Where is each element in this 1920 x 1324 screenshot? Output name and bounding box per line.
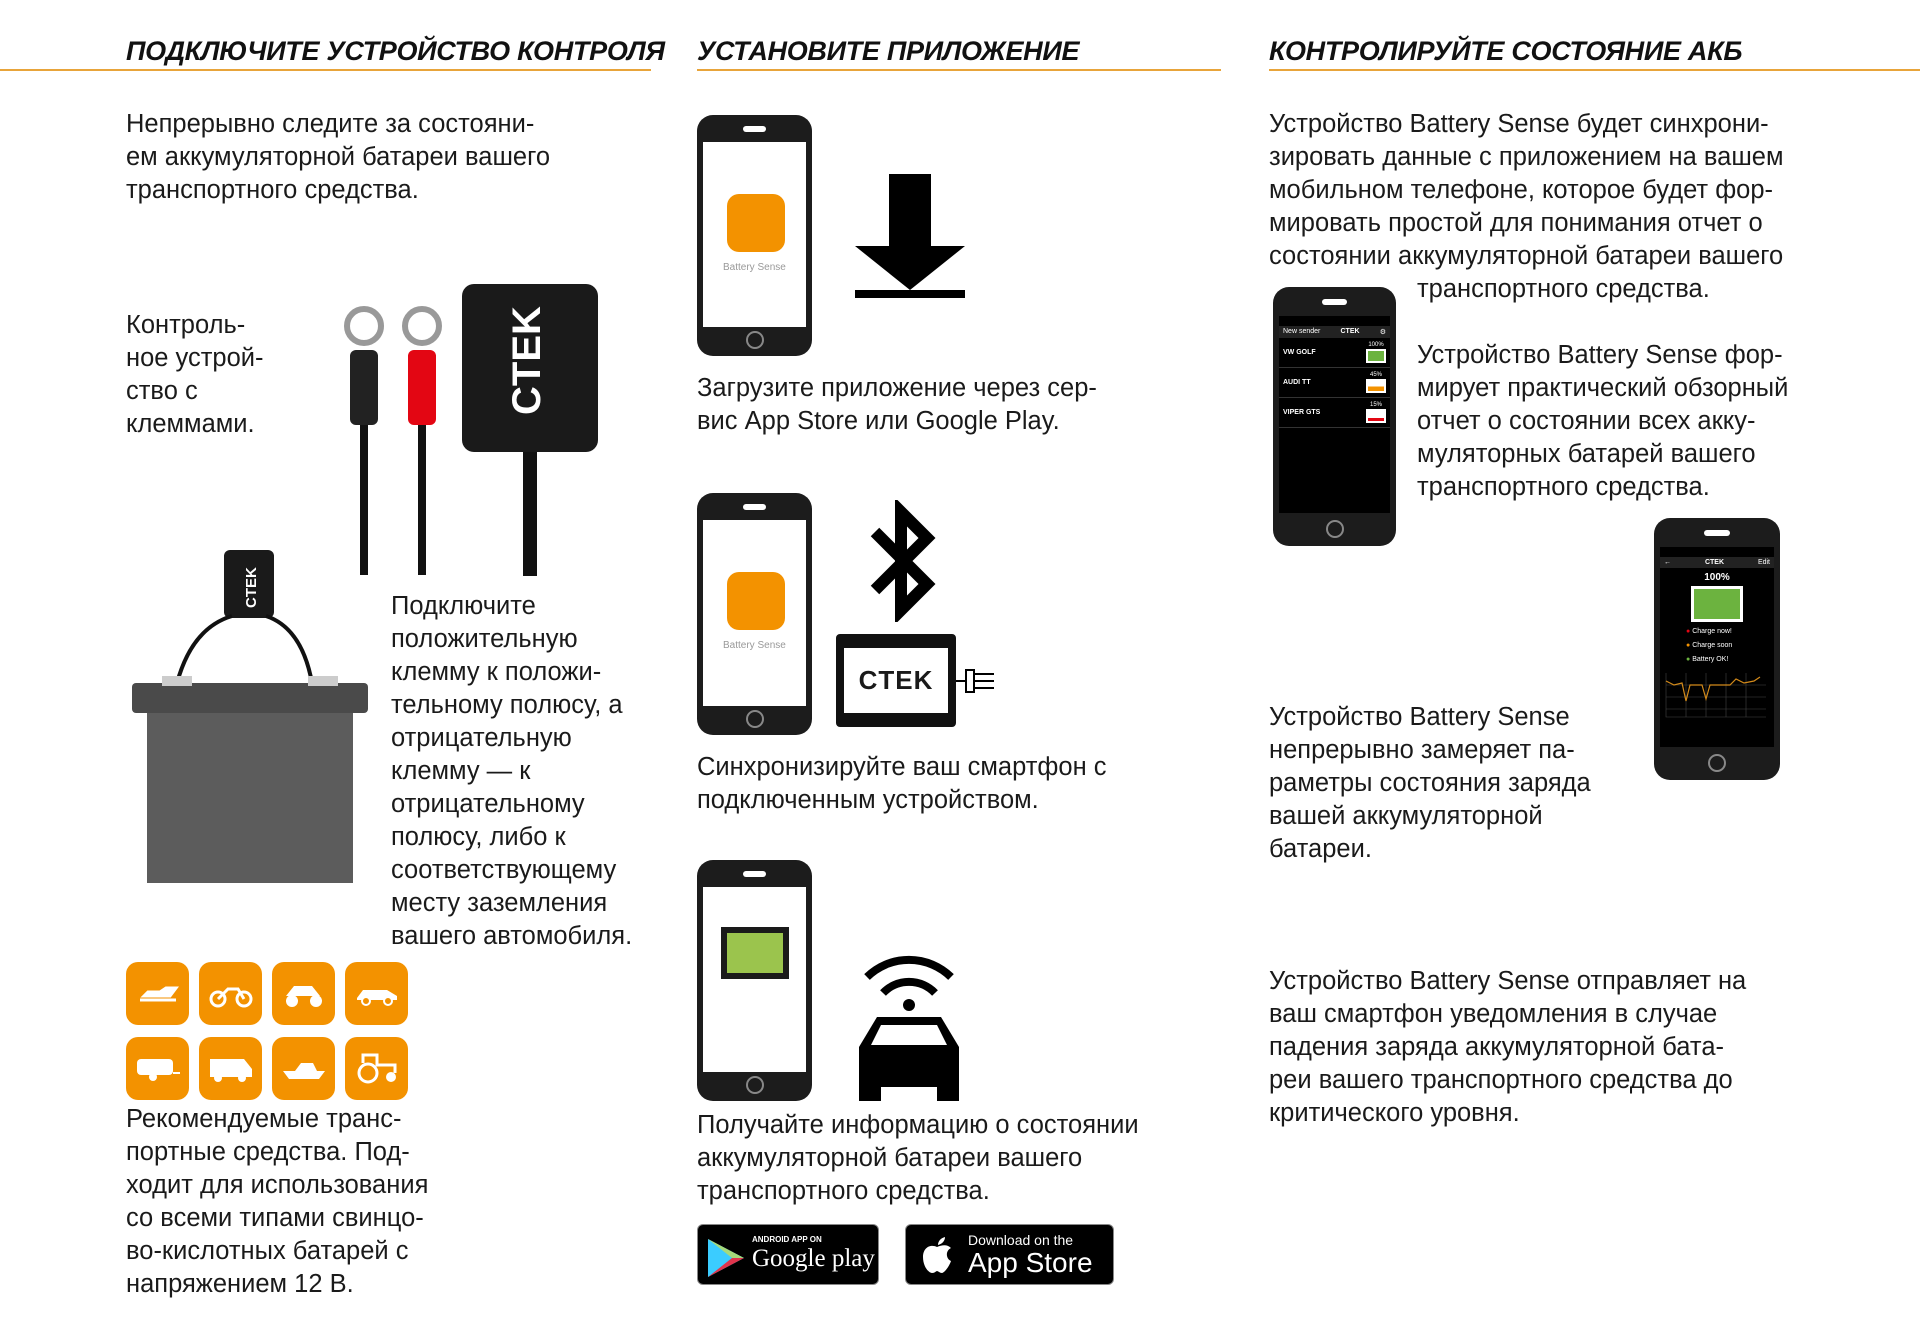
battery-percent: 100% [1368, 342, 1384, 348]
battery-sense-device-image [340, 280, 600, 576]
list-item: AUDI TT 45% [1279, 368, 1390, 398]
download-arrow-icon [853, 174, 967, 298]
google-play-icon [708, 1239, 744, 1277]
phone-app-icon [697, 493, 812, 735]
divider [1269, 69, 1920, 71]
divider [0, 69, 651, 71]
apple-icon [922, 1237, 952, 1273]
list-item: VW GOLF 100% [1279, 338, 1390, 368]
app-name: Battery Sense [723, 639, 786, 651]
phone-battery-list [1273, 287, 1396, 546]
app-store-badge[interactable] [905, 1224, 1114, 1285]
connect-instructions: Подключите положительную клемму к положи- тельному полюсу, а отрицательную клемму — к отрицательному полюсу, либо к соответствующему месту заземления вашего автомобиля. [391, 592, 633, 950]
ctek-device-icon [836, 634, 956, 727]
cable-icon [956, 660, 996, 702]
google-play-label: Google play [752, 1245, 875, 1272]
caravan-icon [126, 1037, 189, 1100]
app-store-small-label: Download on the [968, 1232, 1074, 1248]
section-title-install: УСТАНОВИТЕ ПРИЛОЖЕНИЕ [697, 36, 1080, 66]
buggy-icon [272, 962, 335, 1025]
car-battery-image [132, 548, 368, 886]
device-brand-logo: CTEK [243, 567, 260, 608]
motorcycle-icon [199, 962, 262, 1025]
edit-label: Edit [1757, 559, 1770, 566]
divider [697, 69, 1221, 71]
battery-icon [1366, 379, 1386, 393]
car-icon [345, 962, 408, 1025]
step-info-text: Получайте информацию о состоянии аккумуляторной батареи вашего транспортного средства. [697, 1111, 1139, 1205]
battery-icon [1691, 586, 1743, 622]
vehicles-text: Рекомендуемые транс- портные средства. Под- ходит для использования со всеми типами свинцо- во-кислотных батарей с напряжением 12 В. [126, 1105, 429, 1298]
app-icon [727, 194, 785, 252]
notify-paragraph: Устройство Battery Sense отправляет на ваш смартфон уведомления в случае падения заряда аккумуляторной бата- реи вашего транспортного средства до критического уровня. [1269, 967, 1747, 1127]
phone-battery-status [697, 860, 812, 1101]
app-brand: CTEK [1340, 328, 1360, 335]
app-icon [727, 572, 785, 630]
phone-app-icon [697, 115, 812, 356]
list-header-label: New sender [1283, 328, 1321, 335]
device-brand-logo: CTEK [505, 306, 549, 415]
settings-icon: ⚙ [1379, 329, 1386, 336]
status-legend: ● Charge now! ● Charge soon ● Battery OK! [1686, 628, 1733, 663]
battery-percent: 45% [1369, 372, 1382, 378]
charge-history-chart [1660, 671, 1768, 721]
bluetooth-icon [869, 500, 937, 622]
snowmobile-icon [126, 962, 189, 1025]
device-brand-label: CTEK [844, 648, 948, 713]
google-play-badge[interactable] [697, 1224, 879, 1285]
battery-icon [721, 927, 789, 979]
google-play-small-label: ANDROID APP ON [752, 1235, 822, 1244]
battery-percent: 15% [1369, 402, 1382, 408]
battery-icon [1366, 349, 1386, 363]
intro-text: Непрерывно следите за состояни- ем аккумуляторной батареи вашего транспортного средства. [126, 110, 550, 204]
list-item: VIPER GTS 15% [1279, 398, 1390, 428]
app-brand: CTEK [1704, 559, 1724, 566]
battery-percent: 100% [1704, 572, 1730, 583]
device-caption: Контроль- ное устрой- ство с клеммами. [126, 311, 264, 438]
phone-battery-detail [1654, 518, 1780, 780]
sync-paragraph: Устройство Battery Sense будет синхрони- зировать данные с приложением на вашем мобильном телефоне, которое будет фор- мировать простой для понимания отчет о состоянии аккумуляторной батареи вашего [1269, 110, 1784, 270]
back-arrow-icon: ← [1664, 559, 1671, 566]
section-title-connect: ПОДКЛЮЧИТЕ УСТРОЙСТВО КОНТРОЛЯ [126, 36, 665, 66]
measure-paragraph: Устройство Battery Sense непрерывно замеряет па- раметры состояния заряда вашей аккумуляторной батареи. [1269, 703, 1591, 863]
tractor-icon [345, 1037, 408, 1100]
boat-icon [272, 1037, 335, 1100]
app-name: Battery Sense [723, 261, 786, 273]
app-store-label: App Store [968, 1247, 1093, 1278]
battery-icon [1366, 409, 1386, 423]
wifi-car-icon [851, 937, 967, 1102]
overview-paragraph: Устройство Battery Sense фор- мирует практический обзорный отчет о состоянии всех акку- муляторных батарей вашего транспортного средства. [1417, 341, 1789, 501]
step-sync-text: Синхронизируйте ваш смартфон с подключенным устройством. [697, 753, 1107, 814]
step-download-text: Загрузите приложение через сер- вис App Store или Google Play. [697, 374, 1097, 435]
section-title-monitor: КОНТРОЛИРУЙТЕ СОСТОЯНИЕ АКБ [1269, 36, 1743, 66]
motorhome-icon [199, 1037, 262, 1100]
sync-paragraph-end: транспортного средства. [1417, 275, 1710, 303]
